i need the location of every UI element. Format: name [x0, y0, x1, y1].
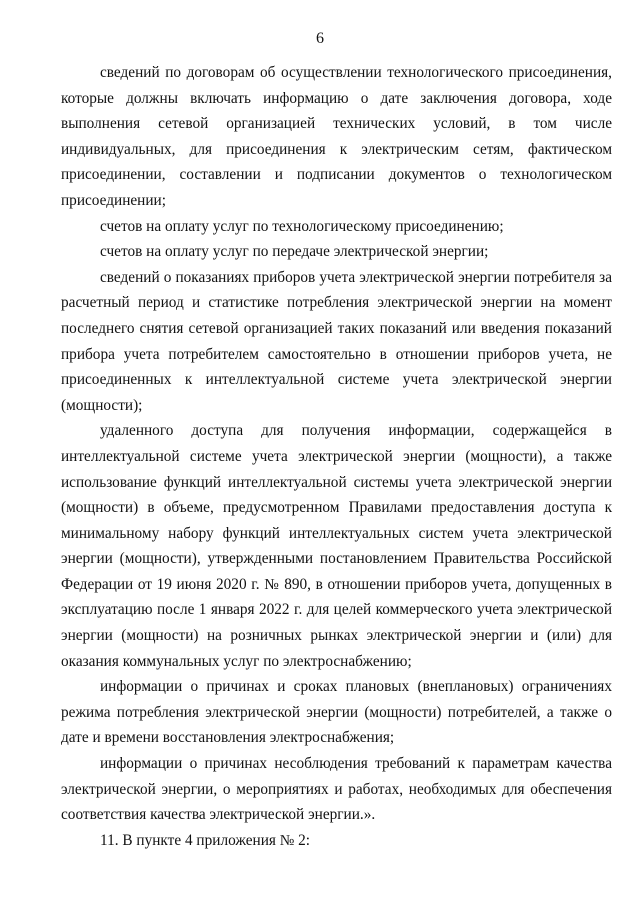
paragraph-item-eleven: 11. В пункте 4 приложения № 2: [100, 831, 311, 849]
paragraph-contract-information: сведений по договорам об осуществлении технологического присоединения, которые должны включать информацию о дате заключения договора, ходе выполнения сетевой организацией технических условий, в том числе индивидуальных, для присоединения к электрическим сетям, фактическом присоединении, составлении и подписании документов о технологическом присоединении; [61, 64, 612, 209]
paragraph-transmission-invoices: счетов на оплату услуг по передаче электрической энергии; [100, 243, 489, 261]
document-body [61, 60, 612, 853]
paragraph-supply-restrictions: информации о причинах и сроках плановых (внеплановых) ограничениях режима потребления электрической энергии (мощности) потребителей, а также о дате и времени восстановления электроснабжения; [61, 678, 612, 747]
paragraph-connection-invoices: счетов на оплату услуг по технологическому присоединению; [100, 217, 504, 235]
page-number: 6 [316, 30, 324, 47]
paragraph-meter-readings: сведений о показаниях приборов учета электрической энергии потребителя за расчетный период и статистике потребления электрической энергии на момент последнего снятия сетевой организацией таких показаний или введения показаний прибора учета потребителем самостоятельно в отношении приборов учета, не присоединенных к интеллектуальной системе учета электрической энергии (мощности); [61, 268, 612, 414]
paragraph-quality-noncompliance: информации о причинах несоблюдения требований к параметрам качества электрической энергии, о мероприятиях и работах, необходимых для обеспечения соответствия качества электрической энергии.». [61, 755, 612, 824]
paragraph-remote-access: удаленного доступа для получения информации, содержащейся в интеллектуальной системе учета электрической энергии (мощности), а также использование функций интеллектуальной системы учета электрической энергии (мощности) в объеме, предусмотренном Правилами предоставления доступа к минимальному набору функций интеллектуальных систем учета электрической энергии (мощности), утвержденными постановлением Правительства Российской Федерации от 19 июня 2020 г. № 890, в отношении приборов учета, допущенных в эксплуатацию после 1 января 2022 г. для целей коммерческого учета электрической энергии (мощности) на розничных рынках электрической энергии и (или) для оказания коммунальных услуг по электроснабжению; [61, 422, 612, 670]
